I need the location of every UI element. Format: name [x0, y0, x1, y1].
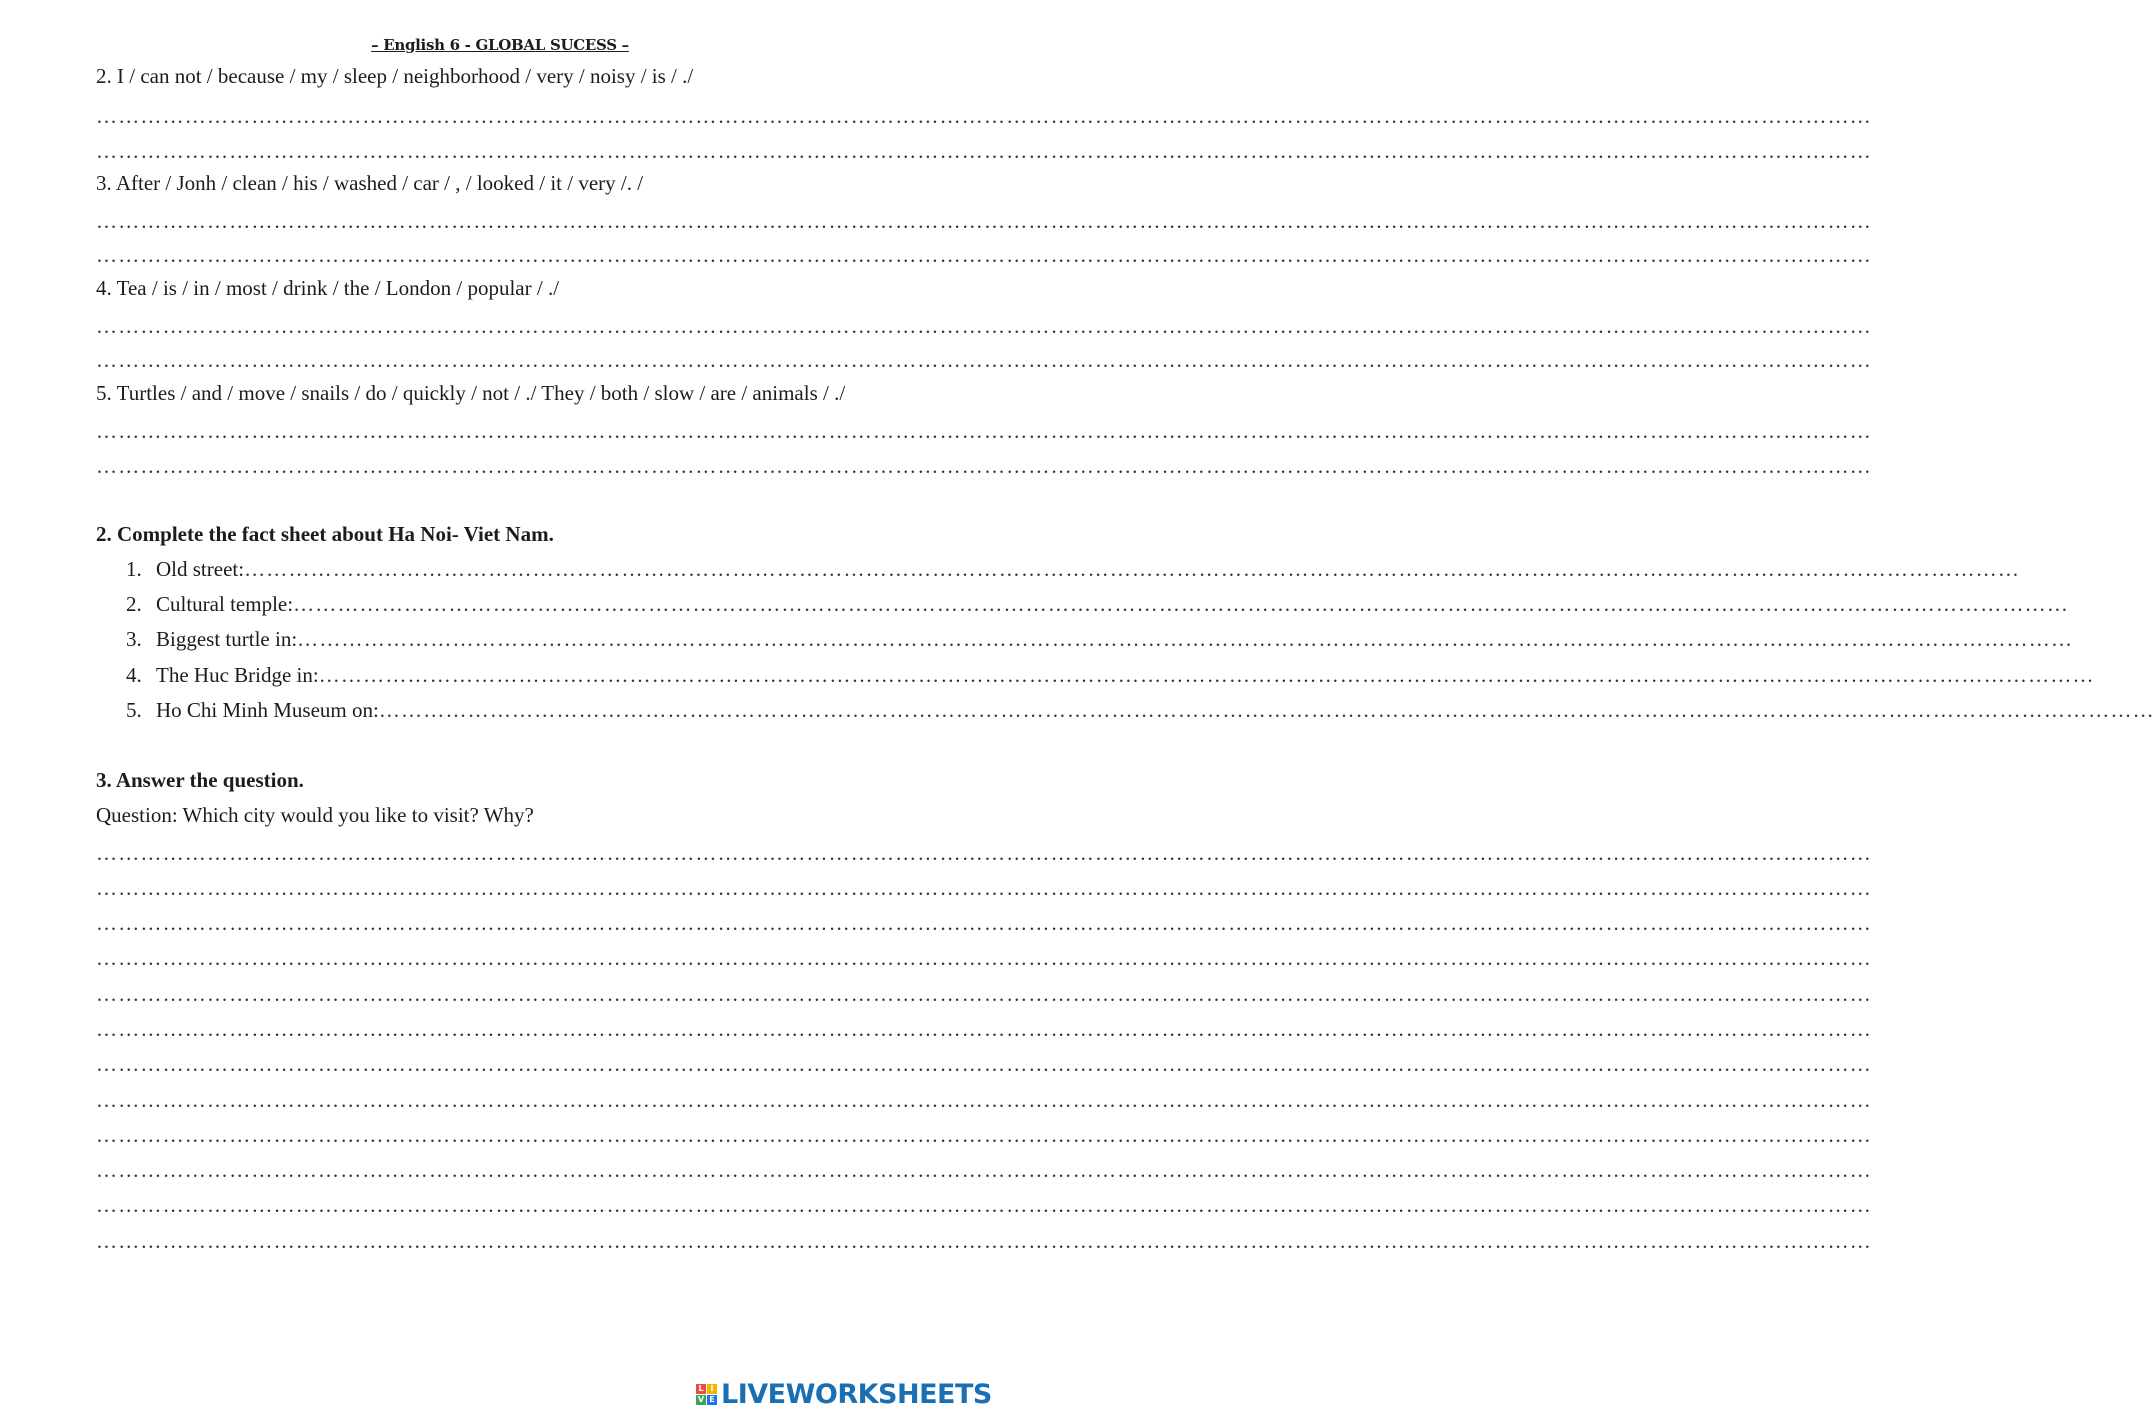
- answer-line[interactable]: ……………………………………………………………………………………………………………………………………………………………………………………………………………………: [96, 348, 1872, 372]
- answer-line[interactable]: ……………………………………………………………………………………………………………………………………………………………………………………………………………………: [96, 911, 1872, 935]
- logo-letter: E: [707, 1395, 717, 1405]
- question-text: Question: Which city would you like to visit? Why?: [96, 803, 534, 827]
- answer-line[interactable]: ……………………………………………………………………………………………………………………………………………………………………………………………………………………: [96, 104, 1872, 128]
- fact-item: [126, 592, 2070, 617]
- fact-answer-blank[interactable]: ……………………………………………………………………………………………………………………………………………………………………………………………………………………: [244, 557, 2021, 581]
- answer-line[interactable]: ……………………………………………………………………………………………………………………………………………………………………………………………………………………: [96, 982, 1872, 1006]
- answer-line[interactable]: ……………………………………………………………………………………………………………………………………………………………………………………………………………………: [96, 876, 1872, 900]
- section-heading-answer: 3. Answer the question.: [96, 768, 304, 792]
- answer-line[interactable]: ……………………………………………………………………………………………………………………………………………………………………………………………………………………: [96, 209, 1872, 233]
- page-header: – English 6 - GLOBAL SUCESS –: [371, 36, 629, 54]
- fact-number: 2.: [126, 592, 142, 616]
- fact-label: Cultural temple:: [156, 592, 294, 616]
- fact-label: Ho Chi Minh Museum on:: [156, 698, 379, 722]
- fact-label: Biggest turtle in:: [156, 627, 298, 651]
- fact-answer-blank[interactable]: ……………………………………………………………………………………………………………………………………………………………………………………………………………………: [293, 592, 2070, 616]
- answer-line[interactable]: ……………………………………………………………………………………………………………………………………………………………………………………………………………………: [96, 1158, 1872, 1182]
- section-heading-fact-sheet: 2. Complete the fact sheet about Ha Noi- Viet Nam.: [96, 522, 554, 546]
- logo-letter: V: [697, 1395, 705, 1404]
- logo-text: LIVEWORKSHEETS: [721, 1379, 992, 1410]
- logo-letter: L: [696, 1384, 706, 1394]
- fact-item: [126, 698, 2155, 723]
- question-4: 4. Tea / is / in / most / drink / the / London / popular / ./: [96, 276, 560, 300]
- fact-answer-blank[interactable]: ……………………………………………………………………………………………………………………………………………………………………………………………………………………: [318, 663, 2095, 687]
- answer-line[interactable]: ……………………………………………………………………………………………………………………………………………………………………………………………………………………: [96, 419, 1872, 443]
- answer-line[interactable]: ……………………………………………………………………………………………………………………………………………………………………………………………………………………: [96, 1052, 1872, 1076]
- answer-line[interactable]: ……………………………………………………………………………………………………………………………………………………………………………………………………………………: [96, 946, 1872, 970]
- logo-letter: I: [707, 1384, 717, 1394]
- question-3: 3. After / Jonh / clean / his / washed / car / , / looked / it / very /. /: [96, 171, 644, 195]
- question-5: 5. Turtles / and / move / snails / do / quickly / not / ./ They / both / slow / are / animals / ./: [96, 381, 846, 405]
- answer-line[interactable]: ……………………………………………………………………………………………………………………………………………………………………………………………………………………: [96, 1123, 1872, 1147]
- fact-number: 4.: [126, 663, 142, 687]
- answer-line[interactable]: ……………………………………………………………………………………………………………………………………………………………………………………………………………………: [96, 841, 1872, 865]
- fact-item: [126, 557, 2021, 582]
- fact-answer-blank[interactable]: ……………………………………………………………………………………………………………………………………………………………………………………………………………………: [297, 627, 2074, 651]
- fact-number: 5.: [126, 698, 142, 722]
- answer-line[interactable]: ……………………………………………………………………………………………………………………………………………………………………………………………………………………: [96, 454, 1872, 478]
- logo-mark-icon: [696, 1384, 717, 1405]
- answer-line[interactable]: ……………………………………………………………………………………………………………………………………………………………………………………………………………………: [96, 1229, 1872, 1253]
- fact-label: The Huc Bridge in:: [156, 663, 319, 687]
- answer-line[interactable]: ……………………………………………………………………………………………………………………………………………………………………………………………………………………: [96, 1088, 1872, 1112]
- fact-number: 3.: [126, 627, 142, 651]
- answer-line[interactable]: ……………………………………………………………………………………………………………………………………………………………………………………………………………………: [96, 1193, 1872, 1217]
- answer-line[interactable]: ……………………………………………………………………………………………………………………………………………………………………………………………………………………: [96, 139, 1872, 163]
- fact-item: [126, 663, 2095, 688]
- fact-label: Old street:: [156, 557, 245, 581]
- answer-line[interactable]: ……………………………………………………………………………………………………………………………………………………………………………………………………………………: [96, 1017, 1872, 1041]
- answer-line[interactable]: ……………………………………………………………………………………………………………………………………………………………………………………………………………………: [96, 243, 1872, 267]
- fact-item: [126, 627, 2074, 652]
- answer-line[interactable]: ……………………………………………………………………………………………………………………………………………………………………………………………………………………: [96, 314, 1872, 338]
- fact-answer-blank[interactable]: ……………………………………………………………………………………………………………………………………………………………………………………………………………………: [378, 698, 2155, 722]
- fact-number: 1.: [126, 557, 142, 581]
- question-2: 2. I / can not / because / my / sleep / neighborhood / very / noisy / is / ./: [96, 64, 694, 88]
- liveworksheets-logo: [696, 1379, 992, 1410]
